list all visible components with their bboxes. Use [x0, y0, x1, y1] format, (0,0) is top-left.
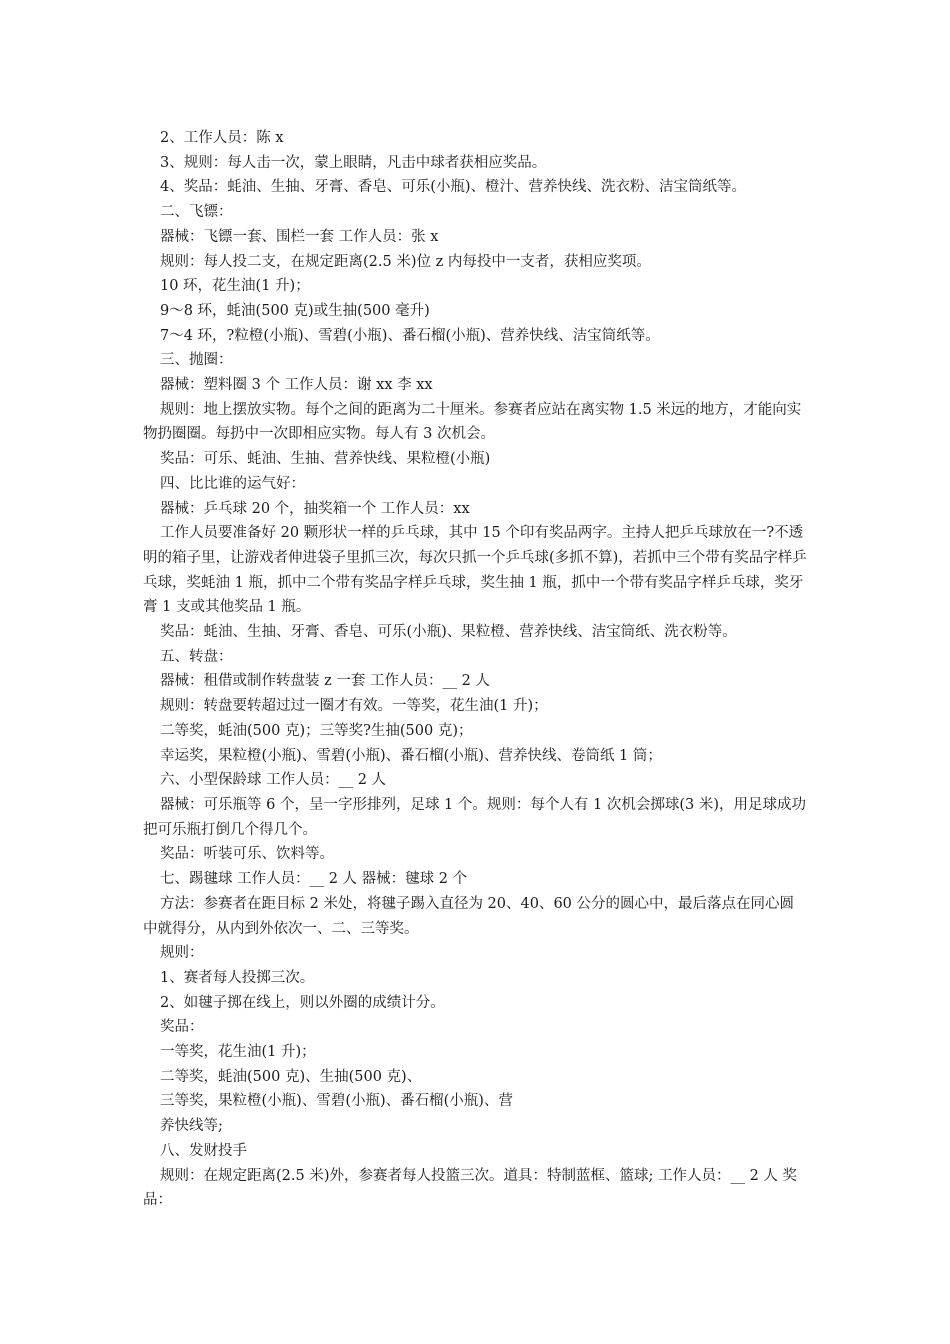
paragraph: 规则：地上摆放实物。每个之间的距离为二十厘米。参赛者应站在离实物 1.5 米远的地方，才能向实物扔圈圈。每扔中一次即相应实物。每人有 3 次机会。 — [143, 401, 802, 443]
paragraph: 方法：参赛者在距目标 2 米处，将毽子踢入直径为 20、40、60 公分的圆心中，最后落点在同心圆中就得分，从内到外依次一、二、三等奖。 — [143, 895, 795, 937]
paragraph: 2、如毽子掷在线上，则以外圈的成绩计分。 — [160, 994, 445, 1011]
paragraph: 幸运奖，果粒橙(小瓶)、雪碧(小瓶)、番石榴(小瓶)、营养快线、卷筒纸 1 筒； — [160, 747, 662, 764]
paragraph: 规则：每人投二支，在规定距离(2.5 米)位 z 内每投中一支者，获相应奖项。 — [160, 253, 651, 270]
paragraph: 器械：租借或制作转盘装 z 一套 工作人员：__ 2 人 — [160, 673, 490, 690]
section-heading: 八、发财投手 — [160, 1142, 247, 1159]
paragraph: 奖品：蚝油、生抽、牙膏、香皂、可乐(小瓶)、果粒橙、营养快线、洁宝筒纸、洗衣粉等。 — [160, 624, 737, 641]
section-heading: 六、小型保龄球 工作人员：__ 2 人 — [160, 772, 387, 789]
paragraph: 奖品：可乐、蚝油、生抽、营养快线、果粒橙(小瓶) — [160, 451, 491, 468]
paragraph: 10 环，花生油(1 升)； — [160, 278, 310, 295]
document-body — [143, 126, 807, 1213]
section-heading: 三、抛圈： — [160, 352, 233, 369]
paragraph: 2、工作人员：陈 x — [160, 130, 284, 146]
paragraph: 奖品： — [160, 1019, 204, 1036]
paragraph: 规则：转盘要转超过过一圈才有效。一等奖，花生油(1 升)； — [160, 698, 548, 715]
paragraph: 奖品：听装可乐、饮料等。 — [160, 846, 334, 863]
paragraph: 7～4 环，?粒橙(小瓶)、雪碧(小瓶)、番石榴(小瓶)、营养快线、洁宝筒纸等。 — [160, 327, 660, 344]
paragraph: 规则：在规定距离(2.5 米)外，参赛者每人投篮三次。道具：特制蓝框、篮球; 工作人员：__ 2 人 奖品： — [143, 1167, 798, 1209]
paragraph: 器械：可乐瓶等 6 个，呈一字形排列，足球 1 个。规则：每个人有 1 次机会掷球(3 米)，用足球成功把可乐瓶打倒几个得几个。 — [143, 796, 806, 838]
section-heading: 七、踢毽球 工作人员：__ 2 人 器械：毽球 2 个 — [160, 871, 468, 888]
paragraph: 器械：飞镖一套、围栏一套 工作人员：张 x — [160, 228, 439, 245]
paragraph: 规则： — [160, 945, 204, 962]
paragraph: 1、赛者每人投掷三次。 — [160, 969, 315, 986]
section-heading: 五、转盘： — [160, 648, 233, 665]
paragraph: 养快线等; — [160, 1118, 223, 1135]
section-heading: 二、飞镖： — [160, 204, 233, 221]
paragraph: 二等奖，蚝油(500 克)、生抽(500 克)、 — [160, 1068, 422, 1085]
paragraph: 器械：塑料圈 3 个 工作人员：谢 xx 李 xx — [160, 377, 433, 394]
paragraph: 9～8 环，蚝油(500 克)或生抽(500 毫升) — [160, 302, 430, 319]
paragraph: 4、奖品：蚝油、生抽、牙膏、香皂、可乐(小瓶)、橙汁、营养快线、洗衣粉、洁宝筒纸等。 — [160, 179, 747, 196]
paragraph: 三等奖，果粒橙(小瓶)、雪碧(小瓶)、番石榴(小瓶)、营 — [160, 1093, 513, 1110]
paragraph: 器械：乒乓球 20 个，抽奖箱一个 工作人员：xx — [160, 500, 470, 517]
paragraph: 3、规则：每人击一次，蒙上眼睛，凡击中球者获相应奖品。 — [160, 154, 547, 171]
paragraph: 二等奖，蚝油(500 克)；三等奖?生抽(500 克)； — [160, 722, 473, 739]
paragraph: 工作人员要准备好 20 颗形状一样的乒乓球，其中 15 个印有奖品两字。主持人把乒乓球放在一?不透明的箱子里，让游戏者伸进袋子里抓三次，每次只抓一个乒乓球(多抓不算)，若抓中三个带有奖品字样乒乓球，奖蚝油 1 瓶，抓中二个带有奖品字样乒乓球，奖生抽 1 瓶，抓中一个带有奖品字样乒乓球，奖牙膏 1 支或其他奖品 1 瓶。 — [143, 525, 807, 616]
section-heading: 四、比比谁的运气好： — [160, 475, 305, 492]
paragraph: 一等奖，花生油(1 升)； — [160, 1044, 316, 1061]
